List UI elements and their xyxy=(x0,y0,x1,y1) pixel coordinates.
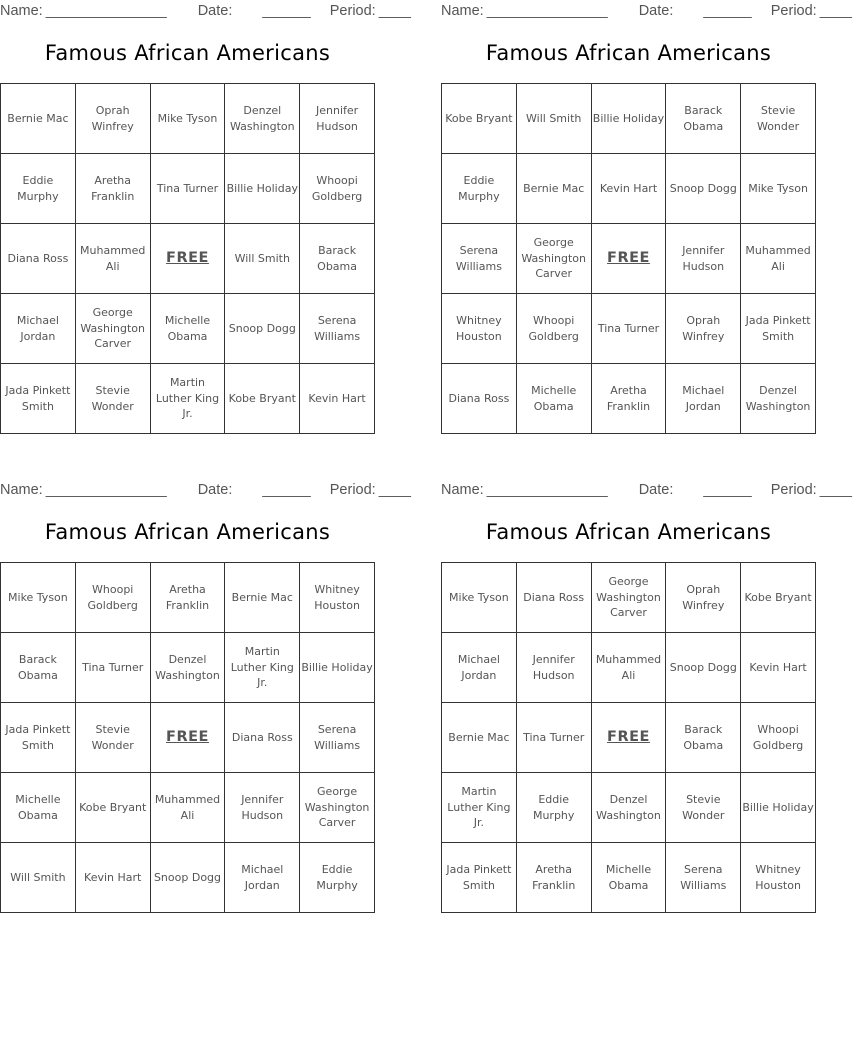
period-blank[interactable]: ____ xyxy=(819,3,852,19)
bingo-cell[interactable] xyxy=(666,773,741,843)
bingo-cell[interactable] xyxy=(225,843,300,913)
cell-name: Will Smith xyxy=(10,870,66,884)
cell-name: Eddie Murphy xyxy=(458,174,500,203)
cell-name: Whoopi Goldberg xyxy=(87,583,138,612)
bingo-cell[interactable] xyxy=(76,224,151,294)
bingo-cell[interactable] xyxy=(1,563,76,633)
cell-name: Kevin Hart xyxy=(308,391,366,405)
bingo-card-1 xyxy=(0,0,411,435)
cell-name: Whoopi Goldberg xyxy=(311,174,363,203)
bingo-cell[interactable] xyxy=(741,563,816,633)
cell-name: Denzel Washington xyxy=(155,653,220,682)
cell-name: Stevie Wonder xyxy=(91,723,134,752)
cell-name: Serena Williams xyxy=(314,723,361,752)
cell-name: Snoop Dogg xyxy=(669,660,737,674)
name-label: Name: xyxy=(441,482,484,498)
cell-name: Jada Pinkett Smith xyxy=(5,723,71,752)
period-label: Period: xyxy=(329,3,376,19)
cell-name: Martin Luther King Jr. xyxy=(230,645,294,690)
bingo-cell[interactable] xyxy=(517,633,592,703)
bingo-cell[interactable] xyxy=(517,84,592,154)
cell-name: Kevin Hart xyxy=(749,660,807,674)
cell-name: Martin Luther King Jr. xyxy=(447,785,511,830)
bingo-cell[interactable] xyxy=(442,294,517,364)
period-label: Period: xyxy=(770,482,817,498)
bingo-cell[interactable] xyxy=(225,154,300,224)
free-space[interactable] xyxy=(592,224,667,294)
bingo-cell[interactable] xyxy=(592,84,667,154)
date-blank[interactable]: ______ xyxy=(262,3,311,19)
bingo-cell[interactable] xyxy=(592,294,667,364)
bingo-card-2 xyxy=(441,0,852,435)
date-blank[interactable]: ______ xyxy=(703,3,752,19)
bingo-cell[interactable] xyxy=(442,364,517,434)
period-label: Period: xyxy=(770,3,817,19)
cell-name: Tina Turner xyxy=(156,181,219,195)
cell-name: Mike Tyson xyxy=(449,590,509,604)
cell-name: Tina Turner xyxy=(82,660,144,674)
bingo-cell[interactable] xyxy=(517,154,592,224)
bingo-cell[interactable] xyxy=(741,294,816,364)
worksheet-header xyxy=(0,482,414,498)
cell-name: Oprah Winfrey xyxy=(91,104,134,133)
free-label: FREE xyxy=(166,728,209,745)
bingo-cell[interactable] xyxy=(442,563,517,633)
cell-name: Snoop Dogg xyxy=(228,321,296,335)
worksheet-header xyxy=(0,3,414,19)
bingo-cell[interactable] xyxy=(1,843,76,913)
bingo-cell[interactable] xyxy=(741,633,816,703)
bingo-grid xyxy=(0,83,375,434)
cell-name: Aretha Franklin xyxy=(532,863,576,892)
date-blank[interactable]: ______ xyxy=(703,482,752,498)
bingo-cell[interactable] xyxy=(300,563,375,633)
cell-name: Jennifer Hudson xyxy=(241,793,284,822)
cell-name: Jada Pinkett Smith xyxy=(446,863,512,892)
period-blank[interactable]: ____ xyxy=(819,482,852,498)
bingo-cell[interactable] xyxy=(300,294,375,364)
bingo-cell[interactable] xyxy=(151,364,226,434)
cell-name: Kobe Bryant xyxy=(79,800,147,814)
cell-name: Snoop Dogg xyxy=(669,181,737,195)
period-blank[interactable]: ____ xyxy=(378,3,411,19)
cell-name: Kobe Bryant xyxy=(228,391,296,405)
cell-name: Stevie Wonder xyxy=(91,384,134,413)
cell-name: Diana Ross xyxy=(231,730,293,744)
cell-name: Bernie Mac xyxy=(7,111,69,125)
bingo-cell[interactable] xyxy=(76,773,151,843)
cell-name: George Washington Carver xyxy=(521,236,587,281)
bingo-cell[interactable] xyxy=(300,633,375,703)
bingo-cell[interactable] xyxy=(300,84,375,154)
bingo-cell[interactable] xyxy=(517,843,592,913)
cell-name: Mike Tyson xyxy=(8,590,68,604)
bingo-cell[interactable] xyxy=(1,84,76,154)
name-label: Name: xyxy=(0,3,43,19)
bingo-cell[interactable] xyxy=(442,843,517,913)
bingo-cell[interactable] xyxy=(151,294,226,364)
bingo-cell[interactable] xyxy=(1,364,76,434)
bingo-cell[interactable] xyxy=(442,703,517,773)
cell-name: George Washington Carver xyxy=(304,785,370,830)
cell-name: Eddie Murphy xyxy=(532,793,575,822)
name-blank[interactable]: _______________ xyxy=(45,482,167,498)
bingo-cell[interactable] xyxy=(1,703,76,773)
bingo-cell[interactable] xyxy=(76,563,151,633)
bingo-cell[interactable] xyxy=(1,154,76,224)
cell-name: Kevin Hart xyxy=(84,870,142,884)
bingo-cell[interactable] xyxy=(592,154,667,224)
cell-name: Jennifer Hudson xyxy=(682,244,725,273)
cell-name: Whitney Houston xyxy=(314,583,360,612)
cell-name: Denzel Washington xyxy=(745,384,811,413)
bingo-cell[interactable] xyxy=(741,773,816,843)
cell-name: Oprah Winfrey xyxy=(682,314,725,343)
free-space[interactable] xyxy=(592,703,667,773)
cell-name: Eddie Murphy xyxy=(17,174,59,203)
bingo-card-4 xyxy=(441,479,852,914)
cell-name: Billie Holiday xyxy=(301,660,373,674)
bingo-cell[interactable] xyxy=(517,773,592,843)
cell-name: Jada Pinkett Smith xyxy=(745,314,811,343)
name-blank[interactable]: _______________ xyxy=(45,3,167,19)
cell-name: Muhammed Ali xyxy=(80,244,146,273)
bingo-cell[interactable] xyxy=(225,633,300,703)
cell-name: Will Smith xyxy=(526,111,582,125)
bingo-cell[interactable] xyxy=(666,154,741,224)
cell-name: Whitney Houston xyxy=(456,314,502,343)
bingo-cell[interactable] xyxy=(151,563,226,633)
cell-name: Billie Holiday xyxy=(226,181,298,195)
worksheet-header xyxy=(441,3,855,19)
cell-name: Billie Holiday xyxy=(592,111,665,125)
cell-name: Michael Jordan xyxy=(16,314,59,343)
cell-name: Mike Tyson xyxy=(157,111,218,125)
name-blank[interactable]: _______________ xyxy=(486,3,608,19)
bingo-cell[interactable] xyxy=(592,843,667,913)
cell-name: Michael Jordan xyxy=(682,384,725,413)
name-label: Name: xyxy=(441,3,484,19)
cell-name: Eddie Murphy xyxy=(316,863,358,892)
bingo-cell[interactable] xyxy=(666,633,741,703)
date-label: Date: xyxy=(197,482,233,498)
bingo-cell[interactable] xyxy=(1,773,76,843)
bingo-cell[interactable] xyxy=(225,703,300,773)
bingo-grid xyxy=(0,562,375,913)
cell-name: Bernie Mac xyxy=(231,590,293,604)
name-label: Name: xyxy=(0,482,43,498)
cell-name: Billie Holiday xyxy=(742,800,814,814)
cell-name: Serena Williams xyxy=(314,314,361,343)
bingo-cell[interactable] xyxy=(1,224,76,294)
cell-name: Barack Obama xyxy=(317,244,357,273)
cell-name: Serena Williams xyxy=(455,244,502,273)
cell-name: George Washington Carver xyxy=(80,306,146,351)
bingo-cell[interactable] xyxy=(76,84,151,154)
free-space[interactable] xyxy=(151,703,226,773)
cell-name: Mike Tyson xyxy=(748,181,808,195)
cell-name: Kobe Bryant xyxy=(744,590,812,604)
cell-name: Michael Jordan xyxy=(241,863,284,892)
free-label: FREE xyxy=(607,249,650,266)
bingo-cell[interactable] xyxy=(225,294,300,364)
bingo-cell[interactable] xyxy=(225,364,300,434)
bingo-cell[interactable] xyxy=(1,633,76,703)
cell-name: Jennifer Hudson xyxy=(315,104,359,133)
cell-name: Serena Williams xyxy=(680,863,727,892)
bingo-cell[interactable] xyxy=(442,154,517,224)
bingo-cell[interactable] xyxy=(741,364,816,434)
bingo-cell[interactable] xyxy=(517,224,592,294)
bingo-cell[interactable] xyxy=(666,224,741,294)
bingo-cell[interactable] xyxy=(300,154,375,224)
bingo-cell[interactable] xyxy=(151,843,226,913)
card-title: Famous African Americans xyxy=(485,41,772,65)
bingo-cell[interactable] xyxy=(151,154,226,224)
cell-name: Michelle Obama xyxy=(15,793,61,822)
bingo-cell[interactable] xyxy=(300,703,375,773)
period-label: Period: xyxy=(329,482,376,498)
cell-name: Whoopi Goldberg xyxy=(752,723,804,752)
cell-name: Denzel Washington xyxy=(229,104,295,133)
bingo-card-3 xyxy=(0,479,411,914)
cell-name: Muhammed Ali xyxy=(745,244,811,273)
cell-name: Tina Turner xyxy=(597,321,660,335)
cell-name: Denzel Washington xyxy=(596,793,661,822)
cell-name: Michelle Obama xyxy=(164,314,211,343)
bingo-cell[interactable] xyxy=(225,563,300,633)
cell-name: Stevie Wonder xyxy=(682,793,725,822)
bingo-cell[interactable] xyxy=(517,563,592,633)
bingo-cell[interactable] xyxy=(666,563,741,633)
bingo-cell[interactable] xyxy=(442,84,517,154)
cell-name: Diana Ross xyxy=(523,590,585,604)
card-title: Famous African Americans xyxy=(44,41,331,65)
bingo-cell[interactable] xyxy=(666,843,741,913)
cell-name: Stevie Wonder xyxy=(756,104,800,133)
bingo-cell[interactable] xyxy=(76,843,151,913)
bingo-cell[interactable] xyxy=(741,154,816,224)
cell-name: Jennifer Hudson xyxy=(532,653,575,682)
bingo-cell[interactable] xyxy=(741,84,816,154)
cell-name: Muhammed Ali xyxy=(154,793,221,822)
bingo-cell[interactable] xyxy=(666,703,741,773)
bingo-cell[interactable] xyxy=(741,703,816,773)
bingo-cell[interactable] xyxy=(76,633,151,703)
bingo-cell[interactable] xyxy=(1,294,76,364)
bingo-cell[interactable] xyxy=(517,703,592,773)
cell-name: Aretha Franklin xyxy=(165,583,210,612)
bingo-cell[interactable] xyxy=(517,364,592,434)
cell-name: Kobe Bryant xyxy=(445,111,513,125)
cell-name: Bernie Mac xyxy=(448,730,510,744)
period-blank[interactable]: ____ xyxy=(378,482,411,498)
bingo-cell[interactable] xyxy=(666,84,741,154)
free-space[interactable] xyxy=(151,224,226,294)
bingo-cell[interactable] xyxy=(76,154,151,224)
date-blank[interactable]: ______ xyxy=(262,482,311,498)
cell-name: Aretha Franklin xyxy=(606,384,651,413)
bingo-cell[interactable] xyxy=(300,843,375,913)
cell-name: Aretha Franklin xyxy=(91,174,135,203)
bingo-cell[interactable] xyxy=(300,773,375,843)
bingo-cell[interactable] xyxy=(76,364,151,434)
cell-name: Oprah Winfrey xyxy=(682,583,725,612)
cell-name: Barack Obama xyxy=(17,653,58,682)
bingo-grid xyxy=(441,562,816,913)
bingo-cell[interactable] xyxy=(592,773,667,843)
cell-name: Tina Turner xyxy=(523,730,585,744)
cell-name: Whitney Houston xyxy=(755,863,801,892)
free-label: FREE xyxy=(607,728,650,745)
card-title: Famous African Americans xyxy=(44,520,331,544)
bingo-cell[interactable] xyxy=(151,773,226,843)
bingo-grid xyxy=(441,83,816,434)
bingo-cell[interactable] xyxy=(592,563,667,633)
bingo-cell[interactable] xyxy=(151,84,226,154)
cell-name: Barack Obama xyxy=(683,104,724,133)
bingo-cell[interactable] xyxy=(442,224,517,294)
bingo-cell[interactable] xyxy=(666,364,741,434)
cell-name: Michelle Obama xyxy=(531,384,577,413)
bingo-cell[interactable] xyxy=(300,364,375,434)
bingo-cell[interactable] xyxy=(76,294,151,364)
bingo-cell[interactable] xyxy=(592,633,667,703)
bingo-cell[interactable] xyxy=(76,703,151,773)
cell-name: Bernie Mac xyxy=(523,181,585,195)
cell-name: Diana Ross xyxy=(7,251,69,265)
cell-name: George Washington Carver xyxy=(596,575,661,620)
card-title: Famous African Americans xyxy=(485,520,772,544)
bingo-cell[interactable] xyxy=(666,294,741,364)
cell-name: Diana Ross xyxy=(448,391,510,405)
bingo-cell[interactable] xyxy=(442,633,517,703)
cell-name: Muhammed Ali xyxy=(595,653,662,682)
bingo-cell[interactable] xyxy=(517,294,592,364)
date-label: Date: xyxy=(638,482,674,498)
bingo-cell[interactable] xyxy=(225,84,300,154)
bingo-cell[interactable] xyxy=(741,224,816,294)
cell-name: Whoopi Goldberg xyxy=(528,314,579,343)
cell-name: Jada Pinkett Smith xyxy=(5,384,71,413)
date-label: Date: xyxy=(638,3,674,19)
bingo-cell[interactable] xyxy=(151,633,226,703)
name-blank[interactable]: _______________ xyxy=(486,482,608,498)
bingo-cell[interactable] xyxy=(225,224,300,294)
cell-name: Martin Luther King Jr. xyxy=(155,376,220,421)
worksheet-header xyxy=(441,482,855,498)
free-label: FREE xyxy=(166,249,209,266)
bingo-cell[interactable] xyxy=(741,843,816,913)
bingo-cell[interactable] xyxy=(592,364,667,434)
date-label: Date: xyxy=(197,3,233,19)
cell-name: Barack Obama xyxy=(683,723,724,752)
bingo-cell[interactable] xyxy=(442,773,517,843)
cell-name: Kevin Hart xyxy=(599,181,658,195)
cell-name: Snoop Dogg xyxy=(153,870,222,884)
cell-name: Michael Jordan xyxy=(457,653,500,682)
bingo-cell[interactable] xyxy=(300,224,375,294)
cell-name: Michelle Obama xyxy=(605,863,652,892)
cell-name: Will Smith xyxy=(234,251,290,265)
bingo-cell[interactable] xyxy=(225,773,300,843)
